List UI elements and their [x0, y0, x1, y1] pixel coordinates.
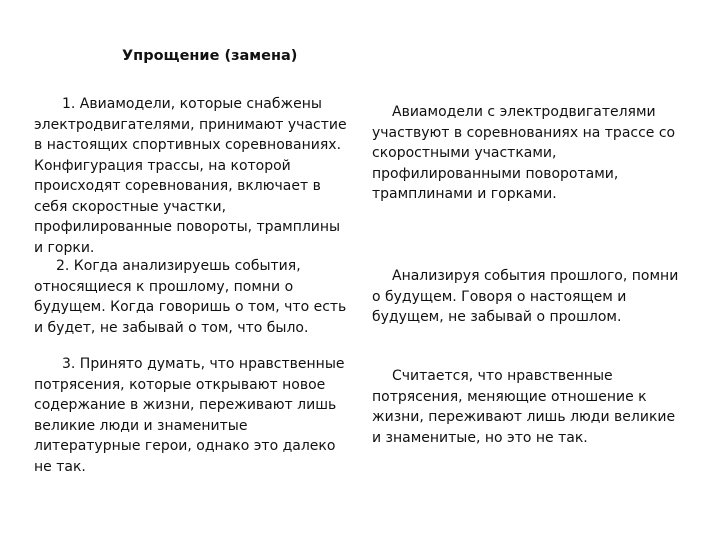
simplified-paragraph-2: Анализируя события прошлого, помни о будущем. Говоря о настоящем и будущем, не забывай о прошлом. [372, 268, 679, 325]
page-title: Упрощение (замена) [122, 48, 298, 64]
simplified-paragraph-1: Авиамодели с электродвигателями участвуют в соревнованиях на трассе со скоростными участками, профилированными поворотами, трамплинами и горками. [372, 104, 676, 202]
original-paragraph-2: 2. Когда анализируешь события, относящиеся к прошлому, помни о будущем. Когда говоришь о том, что есть и будет, не забывай о том, что было. [34, 258, 347, 336]
simplified-paragraph-3: Считается, что нравственные потрясения, меняющие отношение к жизни, переживают лишь люди великие и знаменитые, но это не так. [372, 368, 676, 446]
original-paragraph-1: 1. Авиамодели, которые снабжены электродвигателями, принимают участие в настоящих спортивных соревнованиях. Конфигурация трассы, на которой происходят соревнования, включает в себя скоростные участки, профилированные повороты, трамплины и горки. [34, 96, 347, 256]
original-paragraph-3: 3. Принято думать, что нравственные потрясения, которые открывают новое содержание в жизни, переживают лишь великие люди и знаменитые литературные герои, однако это далеко не так. [34, 356, 345, 475]
